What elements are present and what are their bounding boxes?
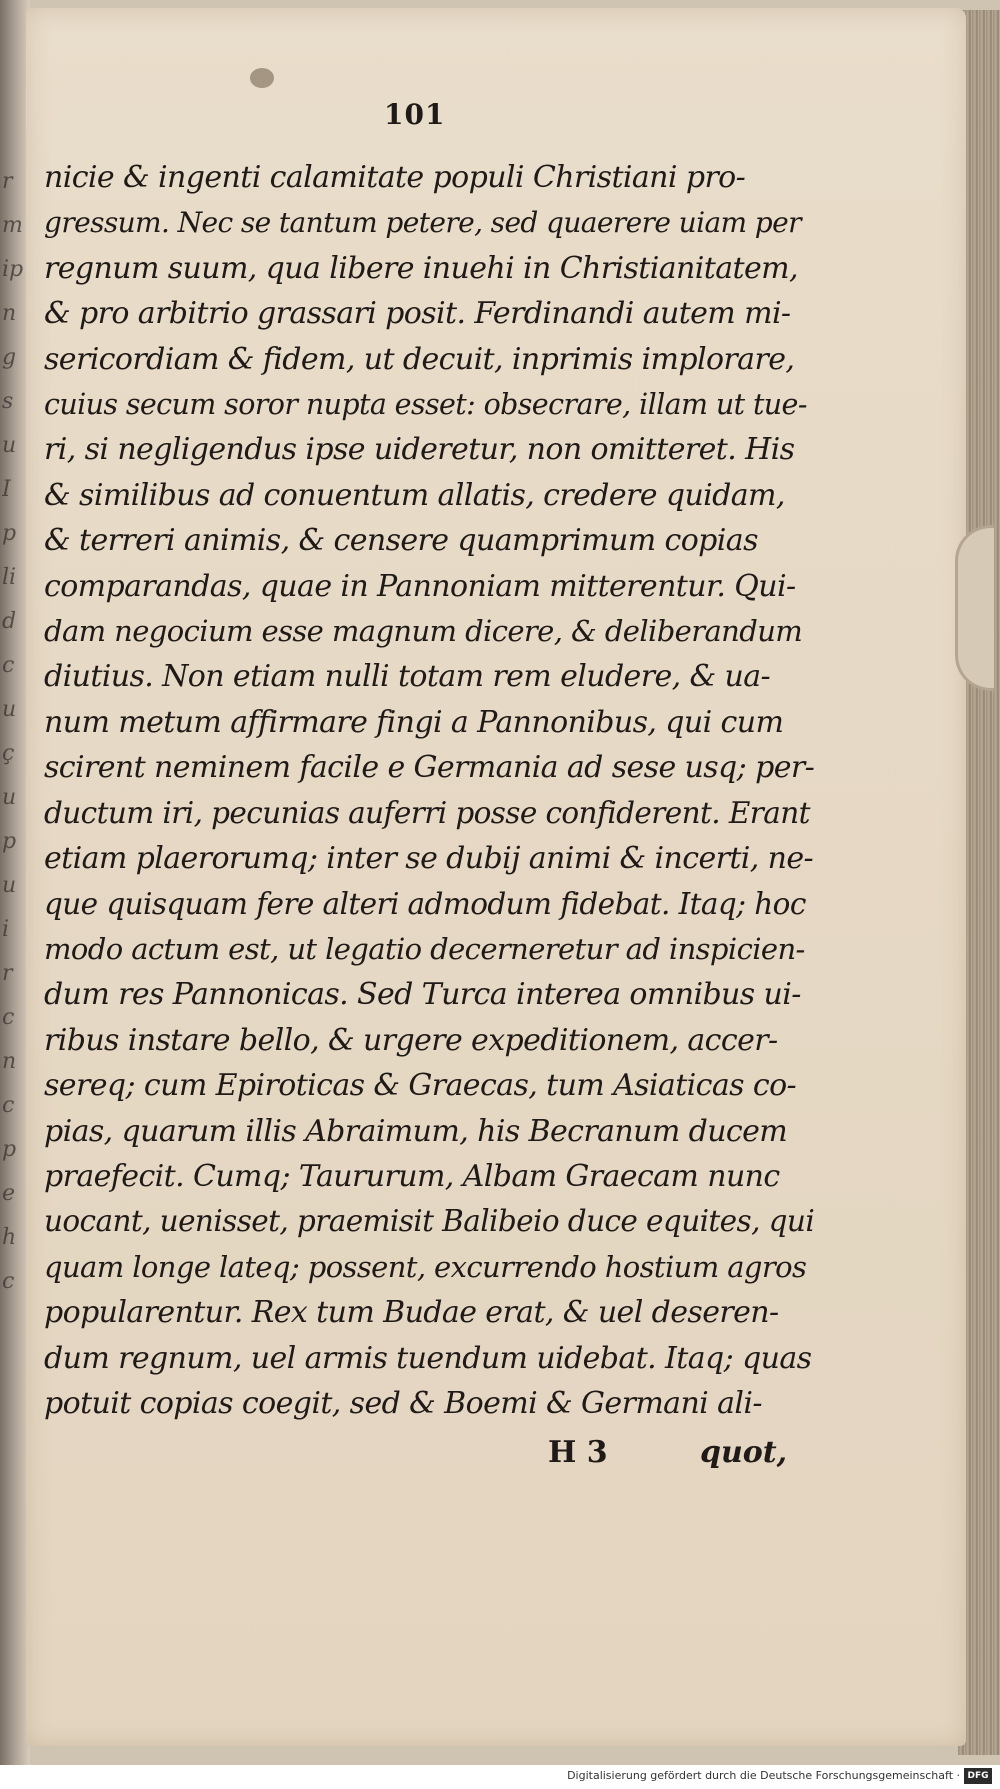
text-line: modo actum est, ut legatio decerneretur ad inspicien- xyxy=(44,931,805,966)
text-line: quam longe lateq; possent, excurrendo hostium agros xyxy=(44,1249,807,1284)
text-line: que quisquam fere alteri admodum fidebat. Itaq; hoc xyxy=(44,886,806,921)
digitization-credit: Digitalisierung gefördert durch die Deutsche Forschungsgemeinschaft · xyxy=(567,1769,960,1782)
text-line: popularentur. Rex tum Budae erat, & uel deseren- xyxy=(44,1295,779,1331)
page-number: 101 xyxy=(384,98,446,131)
text-line: sereq; cum Epiroticas & Graecas, tum Asiaticas co- xyxy=(44,1068,797,1104)
ink-stain xyxy=(250,68,274,88)
text-line: pias, quarum illis Abraimum, his Becranum ducem xyxy=(44,1113,788,1149)
text-line: regnum suum, qua libere inuehi in Christianitatem, xyxy=(44,250,798,286)
text-line: uocant, uenisset, praemisit Balibeio duce equites, qui xyxy=(44,1204,815,1239)
text-line: dum regnum, uel armis tuendum uidebat. Itaq; quas xyxy=(44,1340,812,1376)
text-line: ribus instare bello, & urgere expeditionem, accer- xyxy=(44,1022,778,1058)
text-line: diutius. Non etiam nulli totam rem eludere, & ua- xyxy=(44,659,771,695)
page-fold-mark xyxy=(955,525,994,691)
signature-mark: H 3 xyxy=(548,1435,608,1470)
text-line: & pro arbitrio grassari posit. Ferdinandi autem mi- xyxy=(44,296,791,332)
text-line: etiam plaerorumq; inter se dubij animi & incerti, ne- xyxy=(44,841,814,877)
footer-bar xyxy=(0,1765,1000,1789)
text-line: comparandas, quae in Pannoniam mitterentur. Qui- xyxy=(44,568,796,604)
text-line: sericordiam & fidem, ut decuit, inprimis implorare, xyxy=(44,341,795,377)
text-line: dam negocium esse magnum dicere, & deliberandum xyxy=(44,614,803,649)
text-line: gressum. Nec se tantum petere, sed quaerere uiam per xyxy=(44,206,801,240)
text-line: potuit copias coegit, sed & Boemi & Germani ali- xyxy=(44,1385,762,1421)
dfg-logo-icon: DFG xyxy=(964,1768,992,1784)
text-line: cuius secum soror nupta esset: obsecrare, illam ut tue- xyxy=(44,388,807,422)
text-line: dum res Pannonicas. Sed Turca interea omnibus ui- xyxy=(44,977,801,1013)
text-line: num metum affirmare fingi a Pannonibus, qui cum xyxy=(44,704,784,740)
text-line: & terreri animis, & censere quamprimum copias xyxy=(44,523,758,559)
text-line: & similibus ad conuentum allatis, credere quidam, xyxy=(44,477,785,513)
text-line: ductum iri, pecunias auferri posse confiderent. Erant xyxy=(44,795,810,830)
bleed-through-marks: r m ip n g s u I p li d c u ç u p u i r c n c p e h c xyxy=(2,169,24,1294)
text-line: nicie & ingenti calamitate populi Christiani pro- xyxy=(44,160,746,195)
text-line: ri, si negligendus ipse uideretur, non omitteret. His xyxy=(44,432,795,468)
text-line: praefecit. Cumq; Taururum, Albam Graecam nunc xyxy=(44,1158,780,1194)
body-text xyxy=(44,155,814,1426)
catchword: quot, xyxy=(700,1435,788,1470)
text-line: scirent neminem facile e Germania ad sese usq; per- xyxy=(44,750,815,786)
